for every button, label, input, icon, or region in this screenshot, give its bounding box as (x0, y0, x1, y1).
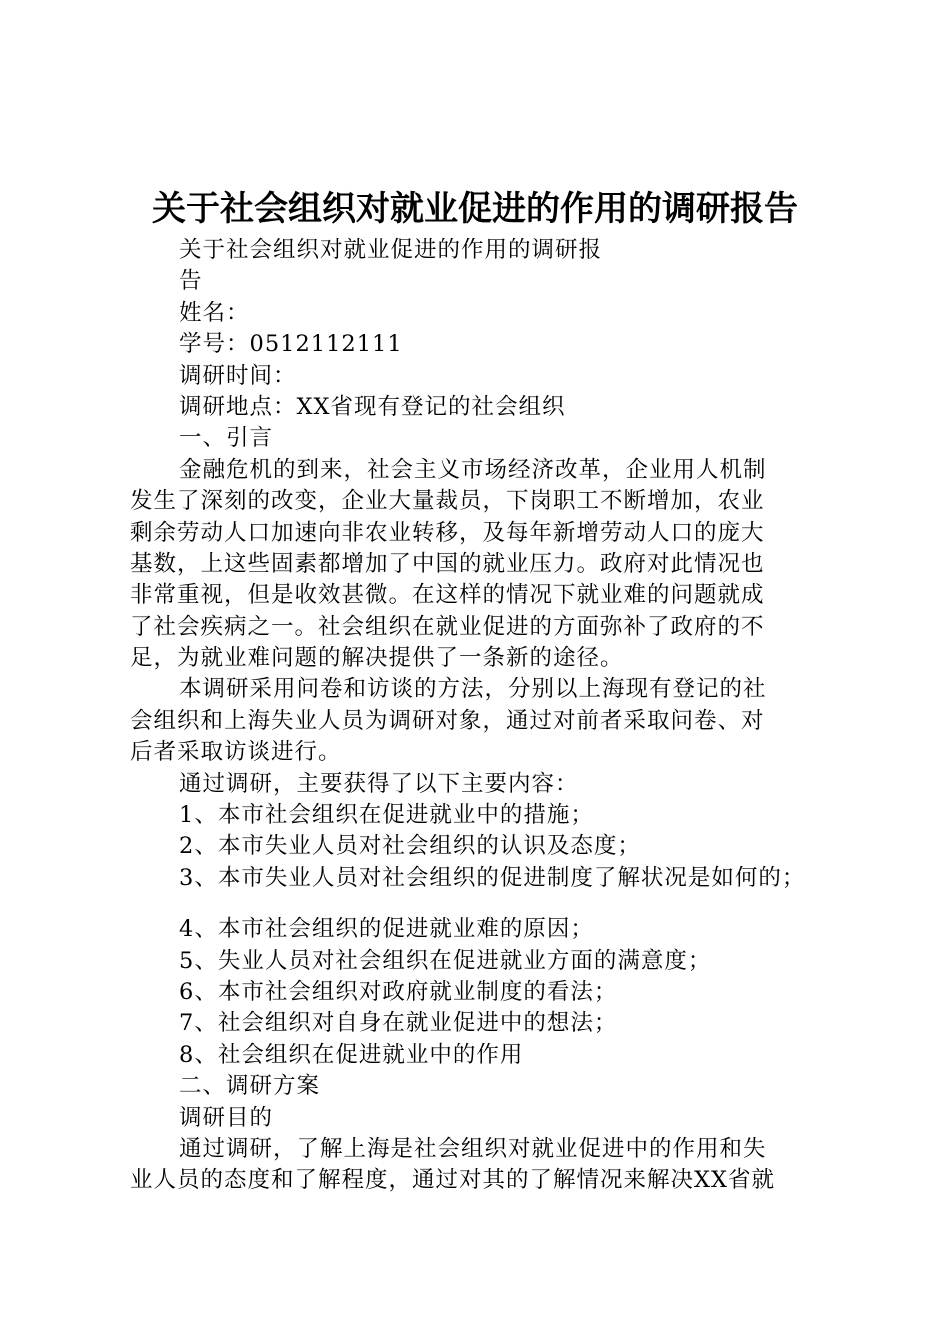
intro-paragraph-line: 金融危机的到来，社会主义市场经济改革，企业用人机制 (179, 456, 767, 483)
method-paragraph-line: 后者采取访谈进行。 (130, 739, 342, 766)
intro-paragraph-line: 剩余劳动人口加速向非农业转移，及每年新增劳动人口的庞大 (130, 519, 765, 546)
method-paragraph-line: 会组织和上海失业人员为调研对象，通过对前者采取问卷、对 (130, 707, 765, 734)
intro-paragraph-line: 基数，上这些固素都增加了中国的就业压力。政府对此情况也 (130, 550, 765, 577)
document-title: 关于社会组织对就业促进的作用的调研报告 (152, 189, 798, 229)
section-heading-research-plan: 二、调研方案 (179, 1073, 321, 1100)
subtitle-line-1: 关于社会组织对就业促进的作用的调研报 (179, 237, 603, 263)
intro-paragraph-line: 发生了深刻的改变，企业大量裁员，下岗职工不断增加，农业 (130, 488, 765, 515)
section-heading-introduction: 一、引言 (179, 425, 274, 452)
finding-item: 5、失业人员对社会组织在促进就业方面的满意度； (179, 947, 712, 974)
research-location-field: 调研地点：XX省现有登记的社会组织 (179, 393, 566, 420)
purpose-paragraph-line: 业人员的态度和了解程度，通过对其的了解情况来解决XX省就 (130, 1167, 776, 1194)
intro-paragraph-line: 了社会疾病之一。社会组织在就业促进的方面弥补了政府的不 (130, 613, 765, 640)
purpose-paragraph-line: 通过调研，了解上海是社会组织对就业促进中的作用和失 (179, 1135, 767, 1162)
student-id-field: 学号：0512112111 (179, 331, 403, 358)
findings-intro: 通过调研，主要获得了以下主要内容： (179, 770, 579, 797)
finding-item: 7、社会组织对自身在就业促进中的想法； (179, 1010, 618, 1037)
name-field: 姓名： (179, 299, 250, 326)
subtitle-line-2: 告 (179, 268, 203, 295)
finding-item: 8、社会组织在促进就业中的作用 (179, 1041, 524, 1068)
intro-paragraph-line: 非常重视，但是收效甚微。在这样的情况下就业难的问题就成 (130, 582, 765, 609)
finding-item: 1、本市社会组织在促进就业中的措施； (179, 802, 594, 829)
document-body (130, 235, 840, 1197)
finding-item: 2、本市失业人员对社会组织的认识及态度； (179, 833, 641, 860)
blank-line (130, 894, 840, 914)
finding-item: 3、本市失业人员对社会组织的促进制度了解状况是如何的； (179, 864, 806, 891)
intro-paragraph-line: 足，为就业难问题的解决提供了一条新的途径。 (130, 645, 624, 672)
subheading-research-purpose: 调研目的 (179, 1104, 274, 1131)
research-time-field: 调研时间： (179, 362, 297, 389)
finding-item: 4、本市社会组织的促进就业难的原因； (179, 916, 594, 943)
finding-item: 6、本市社会组织对政府就业制度的看法； (179, 978, 618, 1005)
method-paragraph-line: 本调研采用问卷和访谈的方法，分别以上海现有登记的社 (179, 676, 767, 703)
